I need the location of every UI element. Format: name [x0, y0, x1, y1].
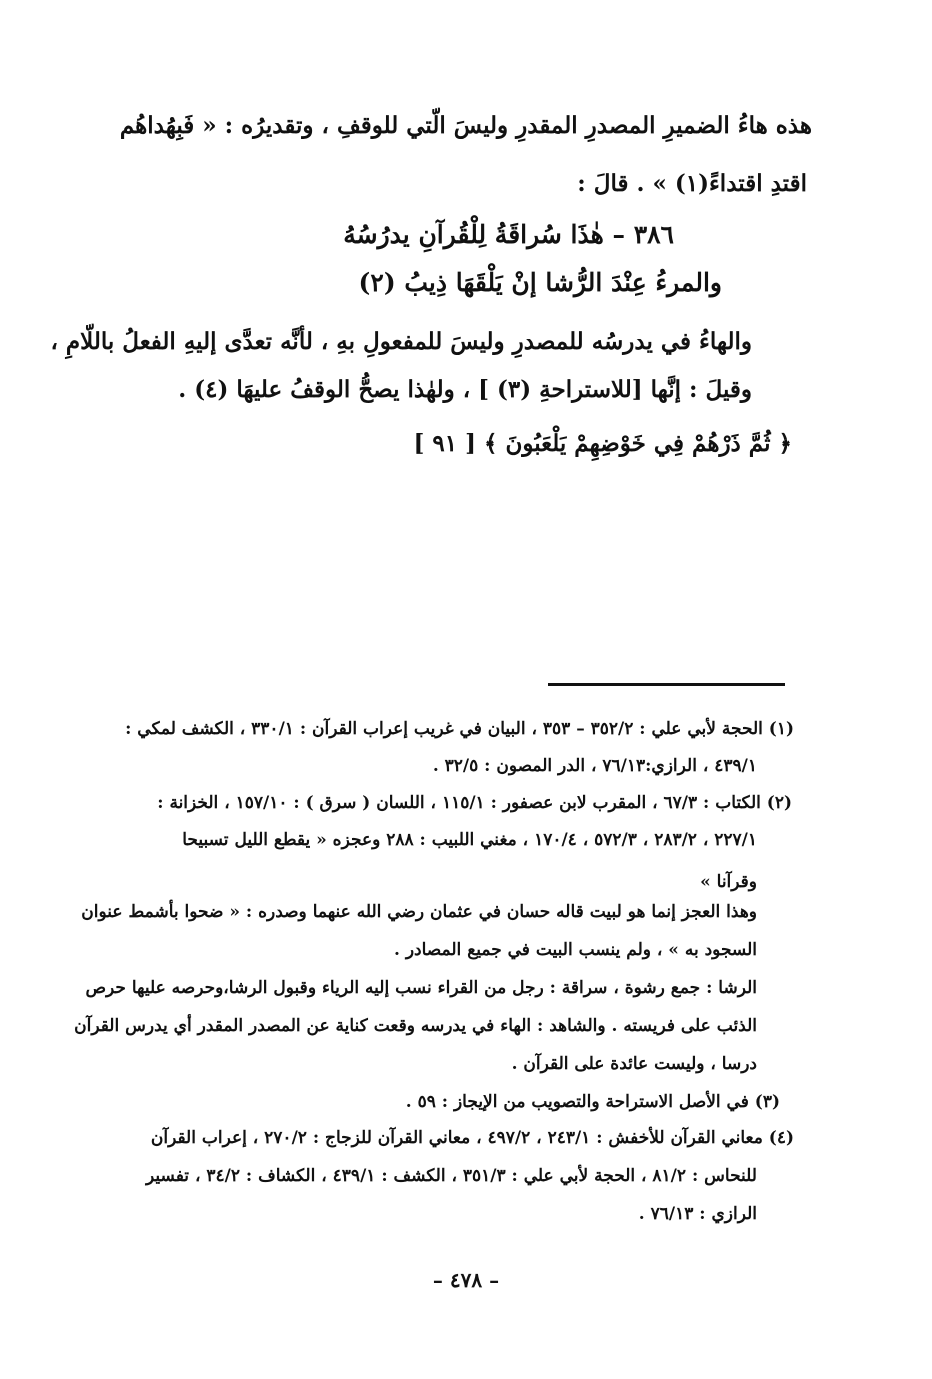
- footnote-line: (٢) الكتاب : ٦٧/٣ ، المقرب لابن عصفور : ١١٥/١ ، اللسان ( سرق ) : ١٥٧/١٠ ، الخزانة :: [157, 793, 792, 813]
- footnote-line: الذئب على فريسته . والشاهد : الهاء في يدرسه وقعت كناية عن المصدر المقدر أي يدرس القرآن: [74, 1016, 757, 1036]
- page-number: – ٤٧٨ –: [432, 1268, 500, 1292]
- footnote-line: (٤) معاني القرآن للأخفش : ٢٤٣/١ ، ٤٩٧/٢ ، معاني القرآن للزجاج : ٢٧٠/٢ ، إعراب القرآن: [150, 1128, 794, 1148]
- verse-line-1: ٣٨٦ – هٰذَا سُراقَةُ لِلْقُرآنِ يدرُسُهُ: [343, 220, 674, 249]
- footnote-line: (١) الحجة لأبي علي : ٣٥٢/٢ – ٣٥٣ ، البيان في غريب إعراب القرآن : ٣٣٠/١ ، الكشف لمكي :: [125, 719, 794, 739]
- footnote-line: (٣) في الأصل الاستراحة والتصويب من الإيجاز : ٥٩ .: [405, 1092, 780, 1112]
- footnote-separator: [548, 683, 785, 686]
- footnote-line: ٢٢٧/١ ، ٢٨٣/٢ ، ٥٧٢/٣ ، ١٧٠/٤ ، مغني اللبيب : ٢٨٨ وعجزه « يقطع الليل تسبيحا: [182, 830, 757, 850]
- footnote-line: ٤٣٩/١ ، الرازي:٧٦/١٣ ، الدر المصون : ٣٢/٥ .: [432, 756, 757, 776]
- explanation-line-2: وقيلَ : إنَّها [للاستراحةِ (٣) ] ، ولهٰذا يصحُّ الوقفُ عليهَا (٤) .: [178, 376, 752, 403]
- verse-line-2: والمرءُ عِنْدَ الرُّشا إنْ يَلْقَهَا ذِيبُ (٢): [358, 268, 722, 297]
- footnote-line: وقرآنا »: [700, 872, 757, 892]
- footnote-line: الرازي : ٧٦/١٣ .: [638, 1204, 757, 1224]
- explanation-line-1: والهاءُ في يدرسُه للمصدرِ وليسَ للمفعولِ بهِ ، لأنَّه تعدَّى إليهِ الفعلُ باللّامِ ،: [50, 328, 752, 355]
- footnote-line: السجود به » ، ولم ينسب البيت في جميع المصادر .: [394, 940, 757, 960]
- paragraph-line-1: هذه هاءُ الضميرِ المصدرِ المقدرِ وليسَ الّتي للوقفِ ، وتقديرُه : « فَبِهُداهُم: [119, 112, 812, 139]
- quran-verse-line: ﴿ ثُمَّ ذَرْهُمْ فِي خَوْضِهِمْ يَلْعَبُونَ ﴾ [ ٩١ ]: [413, 430, 792, 457]
- footnote-line: درسا ، وليست عائدة على القرآن .: [511, 1054, 757, 1074]
- footnote-line: الرشا : جمع رشوة ، سراقة : رجل من القراء نسب إليه الرياء وقبول الرشا،وحرصه عليها حرص: [85, 978, 757, 998]
- paragraph-line-2: اقتدِ اقتداءً(١) » . قالَ :: [577, 170, 807, 197]
- footnote-line: للنحاس : ٨١/٢ ، الحجة لأبي علي : ٣٥١/٣ ، الكشف : ٤٣٩/١ ، الكشاف : ٣٤/٢ ، تفسير: [146, 1166, 757, 1186]
- footnote-line: وهذا العجز إنما هو لبيت قاله حسان في عثمان رضي الله عنهما وصدره : « ضحوا بأشمط عنوان: [81, 902, 757, 922]
